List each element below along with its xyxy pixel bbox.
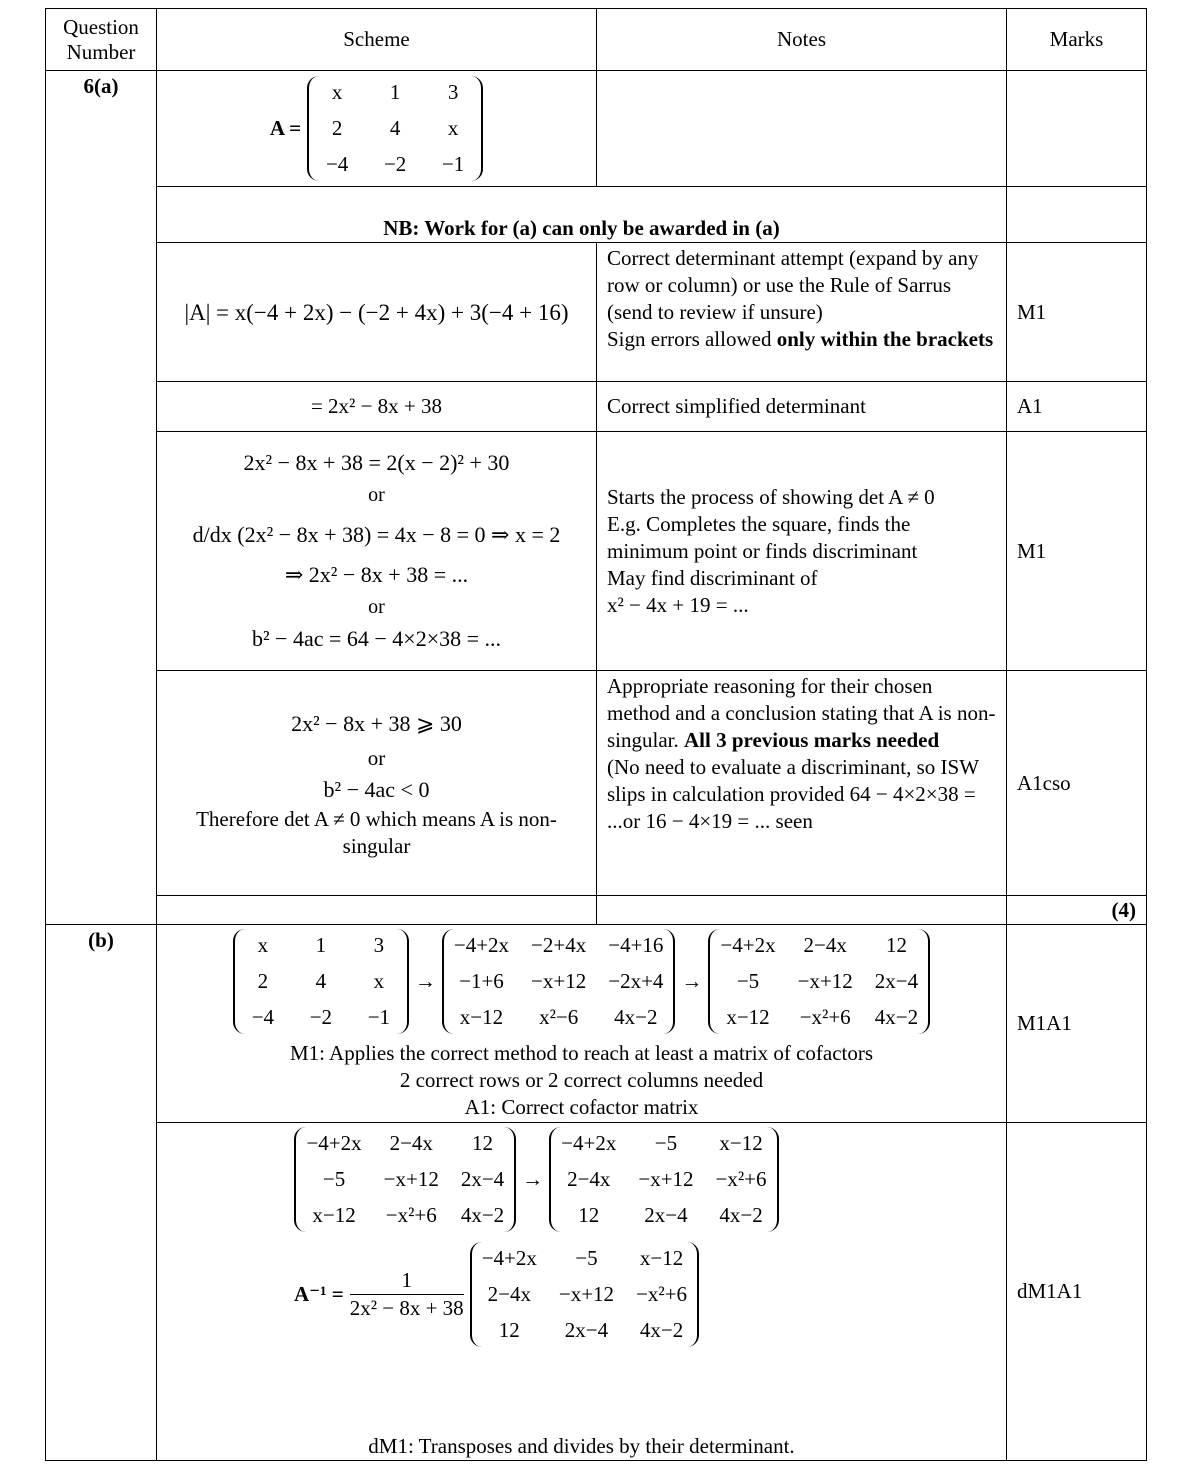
matrix-a	[233, 929, 409, 1034]
matrix-cell: x−12	[719, 1131, 763, 1155]
header-scheme: Scheme	[157, 9, 597, 71]
matrix-cell: 3	[447, 80, 459, 104]
conclusion-scheme: 2x² − 8x + 38 ⩾ 30 or b² − 4ac < 0 Therefore det A ≠ 0 which means A is non-singular	[157, 671, 597, 896]
matrix-cell: −4+2x	[306, 1131, 362, 1155]
matrix-cell: −1+6	[459, 969, 504, 993]
matrix-cell: −1	[441, 152, 465, 176]
nb-note: NB: Work for (a) can only be awarded in (a)	[157, 187, 1007, 243]
matrix-definition	[157, 71, 597, 187]
matrix-cell: −x²+6	[799, 1005, 851, 1029]
matrix-cell: 2x−4	[460, 1167, 505, 1191]
mark-scheme-table	[45, 8, 1147, 1461]
det-mark: M1	[1007, 243, 1147, 382]
arrow-icon: →	[681, 969, 703, 993]
matrix-cell: −2	[383, 152, 407, 176]
inverse-mark: dM1A1	[1007, 1123, 1147, 1461]
matrix-cell: −4+2x	[561, 1131, 617, 1155]
matrix-cell: 2−4x	[803, 933, 847, 957]
matrix-cell: 2x−4	[644, 1203, 688, 1227]
matrix-cell: −5	[322, 1167, 346, 1191]
matrix-cell: −x²+6	[385, 1203, 437, 1227]
matrix-cell: 3	[373, 933, 385, 957]
simplified-notes: Correct simplified determinant	[597, 382, 1007, 432]
matrix-cell: 4	[315, 969, 327, 993]
matrix-cell: 2−4x	[567, 1167, 611, 1191]
matrix-cell: 2−4x	[389, 1131, 433, 1155]
matrix-cell: −1	[367, 1005, 391, 1029]
matrix-cell: x	[373, 969, 385, 993]
matrix-cell: −4+16	[608, 933, 664, 957]
matrix-of-minors	[442, 929, 676, 1034]
matrix-cell: 2x−4	[874, 969, 919, 993]
matrix-cell: x−12	[726, 1005, 770, 1029]
conclusion-notes: Appropriate reasoning for their chosen method and a conclusion stating that A is non-singular. All 3 previous marks needed (No need to evaluate a discriminant, so ISW slips in calculation provided 64 − 4×2×38 = ...or 16 − 4×19 = ... seen	[597, 671, 1007, 896]
cofactor-mark: M1A1	[1007, 925, 1147, 1123]
arrow-icon: →	[522, 1167, 544, 1191]
matrix-cell: −2+4x	[531, 933, 587, 957]
matrix-cell: −4+2x	[481, 1246, 537, 1270]
matrix-cell: x−12	[312, 1203, 356, 1227]
matrix-cell: x²−6	[539, 1005, 579, 1029]
matrix-cell: x−12	[639, 1246, 684, 1270]
matrix-cell: 2	[257, 969, 269, 993]
matrix-cell: 4	[389, 116, 401, 140]
matrix-cell: 1	[389, 80, 401, 104]
question-label-6b: (b)	[46, 925, 157, 1461]
matrix-cell: −5	[575, 1246, 598, 1270]
arrow-icon: →	[414, 969, 436, 993]
matrix-cell: 4x−2	[719, 1203, 763, 1227]
matrix-cell: 4x−2	[460, 1203, 505, 1227]
matrix-cell: 4x−2	[639, 1318, 684, 1342]
matrix-cell: −2x+4	[608, 969, 664, 993]
show-nonzero-notes: Starts the process of showing det A ≠ 0 E.g. Completes the square, finds the minimum point or finds discriminant May find discriminant of x² − 4x + 19 = ...	[597, 432, 1007, 671]
matrix-cell: x−12	[459, 1005, 504, 1029]
matrix-cell: −4	[325, 152, 349, 176]
matrix-cell: −4+2x	[453, 933, 510, 957]
cofactor-scheme: x 1 3 2 4 x −4 −2 −1 → −4+2x −2+4x −4+16 −1+6 −x+12 −2x+4 x−12 x²−6 4x−2 → −4+2x 2−4x 12 −5 −x+12 2x−4 x−12 −x²+6 4x−2 M1: Applies the correct method to reach at least a matrix of cofactors 2 correct rows or 2 correct columns needed A1: Correct cofactor matrix	[157, 925, 1007, 1123]
matrix-cell: 1	[315, 933, 327, 957]
matrix-cell: −x²+6	[636, 1282, 688, 1306]
matrix-cell: 12	[498, 1318, 520, 1342]
matrix-cell: −x²+6	[715, 1167, 767, 1191]
matrix-cell: −2	[309, 1005, 333, 1029]
matrix-cell: 12	[578, 1203, 600, 1227]
matrix-cell: −4+2x	[720, 933, 776, 957]
matrix-cell: x	[331, 80, 343, 104]
matrix-cell: −x+12	[558, 1282, 615, 1306]
matrix-cell: −x+12	[797, 969, 853, 993]
matrix-cell: −x+12	[638, 1167, 694, 1191]
conclusion-mark: A1cso	[1007, 671, 1147, 896]
show-nonzero-scheme: 2x² − 8x + 38 = 2(x − 2)² + 30 or d/dx (2x² − 8x + 38) = 4x − 8 = 0 ⇒ x = 2 ⇒ 2x² − 8x + 38 = ... or b² − 4ac = 64 − 4×2×38 = ...	[157, 432, 597, 671]
matrix-cell: 2	[331, 116, 343, 140]
inverse-scheme	[157, 1123, 1007, 1461]
det-notes: Correct determinant attempt (expand by any row or column) or use the Rule of Sarrus (send to review if unsure) Sign errors allowed only within the brackets	[597, 243, 1007, 382]
simplified-scheme: = 2x² − 8x + 38	[157, 382, 597, 432]
matrix-cell: 12	[472, 1131, 493, 1155]
matrix-label: A =	[269, 116, 302, 140]
matrix-cell: x	[257, 933, 269, 957]
matrix-cell: 2x−4	[564, 1318, 609, 1342]
header-marks: Marks	[1007, 9, 1147, 71]
matrix-cell: 4x−2	[614, 1005, 658, 1029]
show-nonzero-mark: M1	[1007, 432, 1147, 671]
matrix-cell: −5	[736, 969, 760, 993]
matrix-cell: 4x−2	[874, 1005, 919, 1029]
matrix-cell: −x+12	[383, 1167, 439, 1191]
header-question-number: Question Number	[46, 9, 157, 71]
question-label-6a: 6(a)	[46, 71, 157, 925]
inverse-label: A⁻¹ =	[293, 1282, 344, 1306]
cofactor-matrix	[708, 929, 930, 1034]
matrix-cell: −x+12	[531, 969, 587, 993]
simplified-mark: A1	[1007, 382, 1147, 432]
adjugate-matrix	[470, 1242, 699, 1347]
matrix-a	[307, 76, 483, 181]
inverse-note: dM1: Transposes and divides by their determinant.	[368, 1434, 795, 1458]
header-notes: Notes	[597, 9, 1007, 71]
matrix-cell: x	[447, 116, 459, 140]
matrix-cell: 12	[885, 933, 907, 957]
fraction: $\frac{1}{\text{2x² − 8x + 38}}$	[349, 1268, 464, 1320]
transposed-matrix	[549, 1127, 778, 1232]
matrix-cell: −5	[654, 1131, 678, 1155]
header-row	[46, 9, 1147, 71]
det-scheme: |A| = x(−4 + 2x) − (−2 + 4x) + 3(−4 + 16)	[157, 243, 597, 382]
matrix-cell: 2−4x	[487, 1282, 531, 1306]
matrix-cell: −4	[251, 1005, 275, 1029]
part-a-total: (4)	[1007, 896, 1147, 925]
cofactor-matrix	[294, 1127, 516, 1232]
